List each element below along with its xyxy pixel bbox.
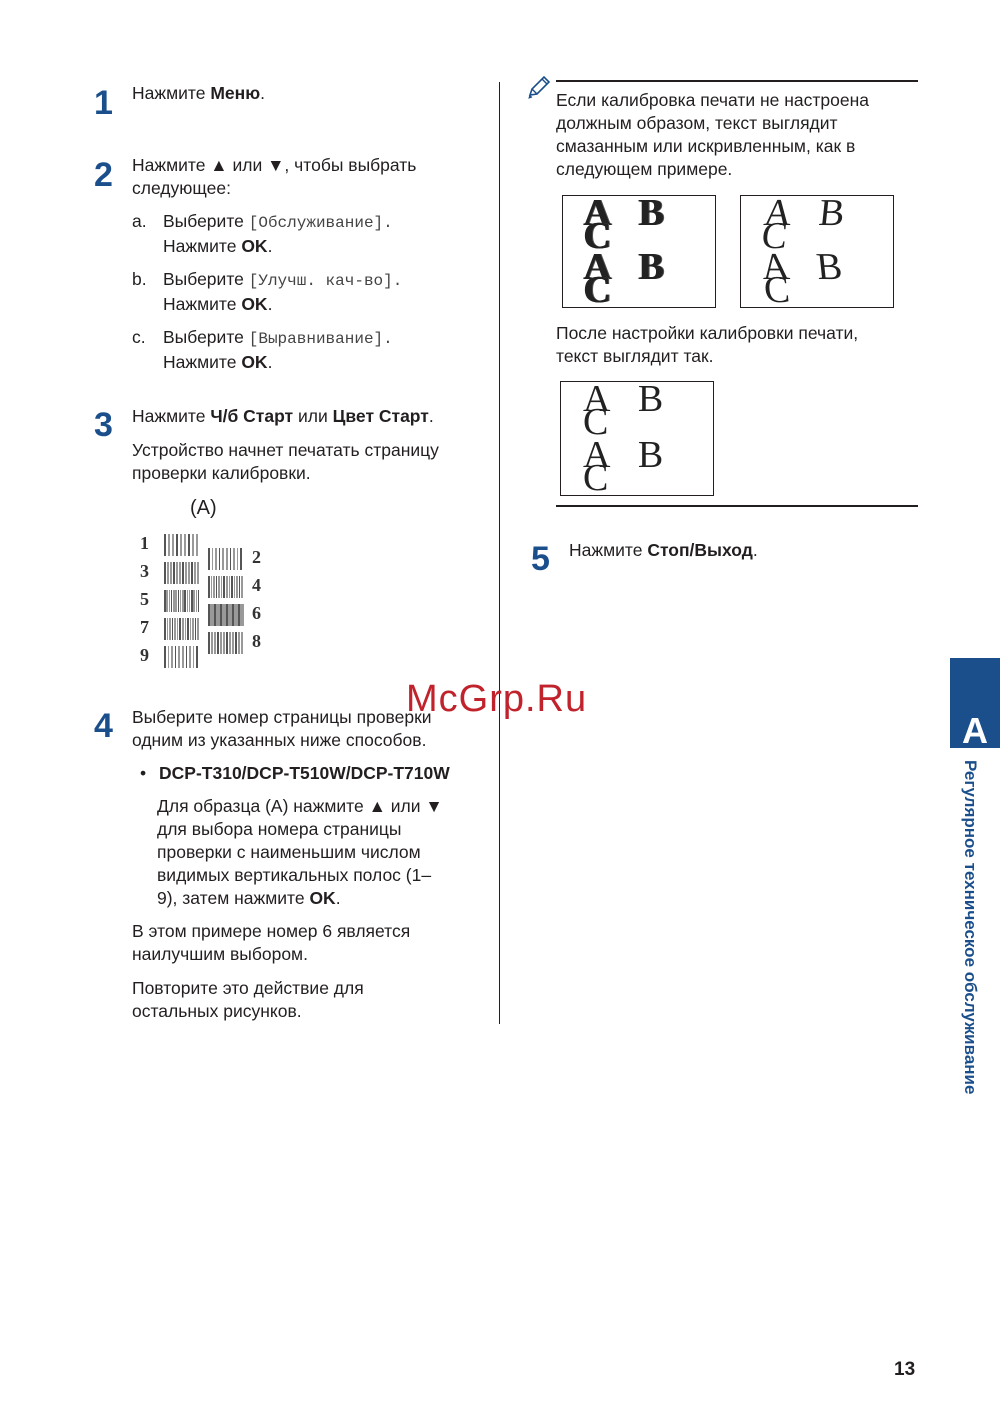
step-3-text: Нажмите Ч/б Старт или Цвет Старт.: [132, 406, 434, 426]
calibration-stripe-8: [208, 632, 244, 654]
step-1-number: 1: [94, 84, 113, 122]
model-bullet: • DCP-T310/DCP-T510W/DCP-T710W: [140, 763, 450, 783]
step-4-intro: Выберите номер страницы проверки одним из указанных ниже способов.: [132, 707, 432, 750]
calibration-stripe-5: [164, 590, 200, 612]
calibration-number-7: 7: [140, 617, 149, 637]
calibration-stripe-3: [164, 562, 200, 584]
note-bottom-rule: [556, 505, 918, 507]
smeared-sample-box: A B C A B C: [562, 195, 716, 308]
calibration-stripe-7: [164, 618, 200, 640]
skewed-sample-box: A B C A B C: [740, 195, 894, 308]
calibration-number-8: 8: [252, 631, 261, 651]
calibration-number-5: 5: [140, 589, 149, 609]
calibration-pattern-figure: [138, 530, 288, 675]
step-3-description: Устройство начнет печатать страницу проверки калибровки.: [132, 440, 439, 483]
calibration-stripe-9: [164, 646, 200, 668]
repeat-note: Повторите это действие для остальных рисунков.: [132, 978, 364, 1021]
calibration-stripe-2: [208, 548, 244, 570]
chapter-title-vertical: Регулярное техническое обслуживание: [961, 760, 980, 1095]
calibration-number-1: 1: [140, 533, 149, 553]
step-4-number: 4: [94, 707, 113, 745]
calibration-stripe-6: [208, 604, 244, 626]
calibration-number-4: 4: [252, 575, 261, 595]
correct-sample-box: A B C A B C: [560, 381, 714, 496]
model-instructions: Для образца (A) нажмите ▲ или ▼ для выбора номера страницы проверки с наименьшим числом видимых вертикальных полос (1– 9), затем нажмите OK.: [157, 796, 443, 908]
calibration-stripe-1: [164, 534, 200, 556]
step-2-intro: Нажмите ▲ или ▼, чтобы выбрать следующее:: [132, 155, 417, 198]
note-text: Если калибровка печати не настроена должным образом, текст выглядит смазанным или искривленным, как в следующем примере.: [556, 90, 870, 179]
note-top-rule: [556, 80, 918, 82]
chapter-tab-letter: A: [962, 710, 988, 751]
pencil-note-icon: [526, 74, 552, 100]
after-calibration-text: После настройки калибровки печати, текст выглядит так.: [556, 323, 859, 366]
calibration-stripe-4: [208, 576, 244, 598]
chapter-tab: [950, 658, 1000, 751]
column-divider: [499, 82, 500, 1024]
calibration-number-2: 2: [252, 547, 261, 567]
step-1-text: Нажмите Меню.: [132, 83, 266, 103]
figure-label: (A): [190, 497, 217, 519]
step-2-number: 2: [94, 156, 113, 194]
example-note: В этом примере номер 6 является наилучшим выбором.: [132, 921, 411, 964]
step-5-number: 5: [531, 540, 550, 578]
calibration-number-3: 3: [140, 561, 149, 581]
calibration-number-9: 9: [140, 645, 149, 665]
watermark: McGrp.Ru: [406, 678, 588, 720]
calibration-number-6: 6: [252, 603, 261, 623]
step-3-number: 3: [94, 406, 113, 444]
step-5-text: Нажмите Стоп/Выход.: [569, 540, 758, 560]
page-number: 13: [894, 1359, 916, 1380]
